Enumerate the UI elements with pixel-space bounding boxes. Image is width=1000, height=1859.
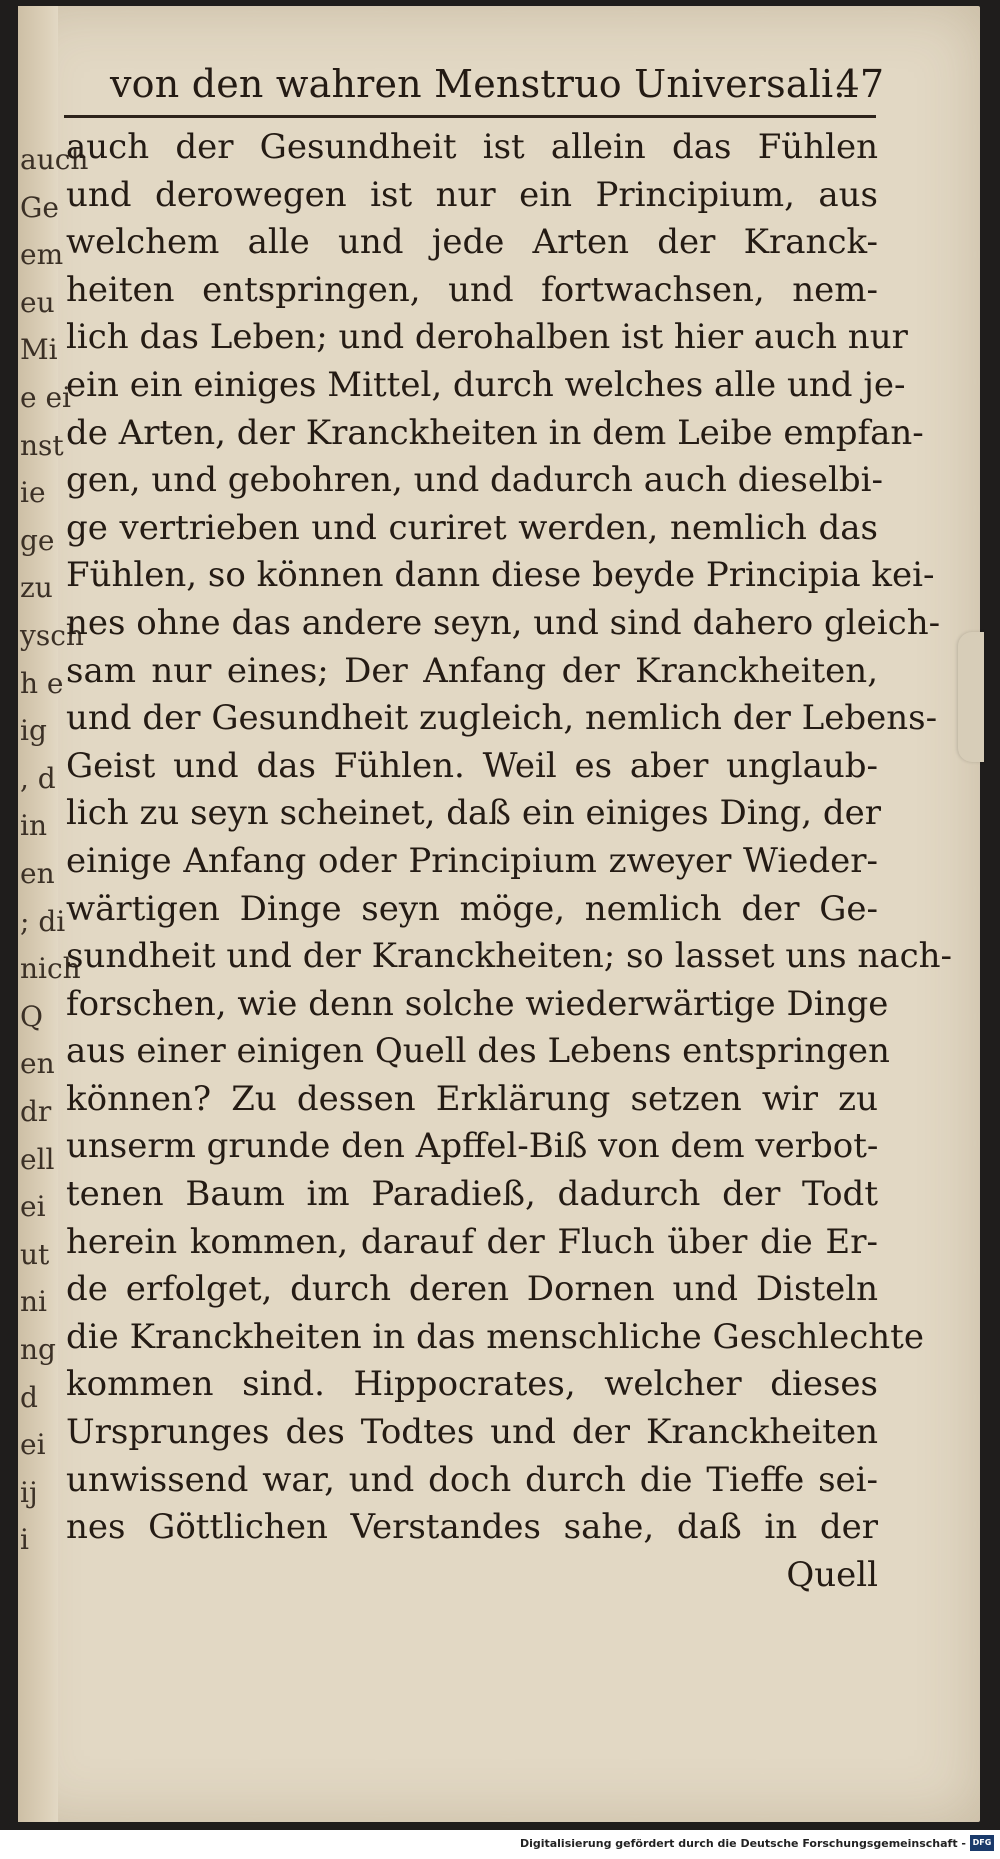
header-rule	[64, 115, 876, 118]
page-tab	[958, 632, 984, 762]
text-line: sam nur eines; Der Anfang der Kranckheiten,	[66, 650, 878, 691]
text-line: nes ohne das andere seyn, und sind dahero gleich-	[66, 602, 941, 643]
gutter-fragment: en	[20, 1047, 55, 1081]
page-header	[110, 62, 884, 118]
text-line: de Arten, der Kranckheiten in dem Leibe empfan-	[66, 412, 924, 453]
text-line: wärtigen Dinge seyn möge, nemlich der Ge-	[66, 888, 878, 929]
gutter-fragment: ij	[20, 1475, 38, 1509]
gutter-fragment: nst	[20, 428, 64, 462]
gutter-fragment: ng	[20, 1333, 56, 1366]
text-line: einige Anfang oder Principium zweyer Wieder-	[66, 840, 878, 881]
text-line: nes Göttlichen Verstandes sahe, daß in der	[66, 1507, 878, 1548]
text-line: und der Gesundheit zugleich, nemlich der Lebens-	[66, 698, 938, 739]
gutter-fragment: nich	[20, 952, 81, 986]
text-line: Geist und das Fühlen. Weil es aber unglaub-	[66, 745, 878, 786]
gutter-fragment: ; di	[20, 904, 66, 938]
text-line: Fühlen, so können dann diese beyde Principia kei-	[66, 555, 935, 596]
text-line: kommen sind. Hippocrates, welcher dieses	[66, 1364, 878, 1405]
gutter-fragment: h e	[20, 666, 64, 700]
body-text	[66, 124, 952, 1599]
text-line: unserm grunde den Apffel-Biß von dem verbot-	[66, 1126, 879, 1167]
gutter-fragment: ig	[20, 714, 47, 748]
running-title: von den wahren Menstruo Universali.	[110, 62, 846, 106]
gutter-fragment: ei	[20, 1428, 46, 1462]
text-line: gen, und gebohren, und dadurch auch dieselbi-	[66, 460, 883, 501]
text-line: lich das Leben; und derohalben ist hier auch nur	[66, 317, 908, 358]
gutter-fragment: ysch	[20, 619, 84, 652]
gutter-fragment: in	[20, 809, 47, 843]
text-line: auch der Gesundheit ist allein das Fühlen	[66, 127, 878, 167]
digitization-credit: Digitalisierung gefördert durch die Deutsche Forschungsgemeinschaft -	[519, 1837, 966, 1850]
text-line: ein ein einiges Mittel, durch welches alle und je-	[66, 364, 906, 405]
gutter-fragment: ni	[20, 1285, 47, 1319]
gutter-fragment: en	[20, 857, 55, 890]
gutter-fragment: , d	[20, 761, 56, 795]
gutter-fragment: ei	[20, 1190, 46, 1224]
gutter-fragment: ut	[20, 1237, 50, 1271]
text-line: heiten entspringen, und fortwachsen, nem-	[66, 269, 878, 310]
text-line: ge vertrieben und curiret werden, nemlich das	[66, 507, 878, 548]
book-page	[18, 6, 980, 1822]
page-number: 47	[835, 62, 884, 106]
text-line: lich zu seyn scheinet, daß ein einiges Ding, der	[66, 793, 881, 834]
text-line: sundheit und der Kranckheiten; so lasset uns nach-	[66, 936, 952, 977]
gutter-fragment: eu	[20, 285, 55, 319]
gutter-fragment: em	[20, 238, 64, 272]
text-line: forschen, wie denn solche wiederwärtige Dinge	[66, 983, 889, 1024]
text-line: aus einer einigen Quell des Lebens entspringen	[66, 1031, 890, 1072]
text-line: welchem alle und jede Arten der Kranck-	[66, 222, 878, 263]
text-line: die Kranckheiten in das menschliche Geschlechte	[66, 1316, 924, 1357]
text-line: herein kommen, darauf der Fluch über die Er-	[66, 1221, 878, 1262]
gutter-fragment: dr	[20, 1095, 52, 1128]
catchword: Quell	[786, 1554, 878, 1595]
text-line: unwissend war, und doch durch die Tieffe sei-	[66, 1459, 878, 1500]
gutter-fragment: d	[20, 1380, 38, 1414]
footer-bar	[0, 1830, 1000, 1859]
text-line: tenen Baum im Paradieß, dadurch der Todt	[66, 1174, 878, 1215]
gutter-fragment: ie	[20, 476, 46, 510]
text-line: können? Zu dessen Erklärung setzen wir zu	[66, 1078, 878, 1119]
text-line: und derowegen ist nur ein Principium, aus	[66, 174, 878, 215]
facing-page-gutter	[18, 6, 89, 1822]
gutter-fragment: auch	[20, 143, 89, 176]
dfg-logo: DFG	[970, 1835, 994, 1851]
gutter-fragment: zu	[20, 571, 53, 605]
gutter-fragment: i	[20, 1523, 29, 1557]
gutter-fragment: e ei	[20, 381, 71, 414]
gutter-fragment: ge	[20, 523, 55, 557]
gutter-fragment: Ge	[20, 190, 59, 224]
gutter-fragment: Q	[20, 999, 43, 1033]
text-line: de erfolget, durch deren Dornen und Disteln	[66, 1269, 878, 1310]
gutter-fragment: Mi	[20, 333, 58, 367]
gutter-fragment: ell	[20, 1142, 55, 1176]
text-line: Ursprunges des Todtes und der Kranckheiten	[66, 1412, 878, 1453]
